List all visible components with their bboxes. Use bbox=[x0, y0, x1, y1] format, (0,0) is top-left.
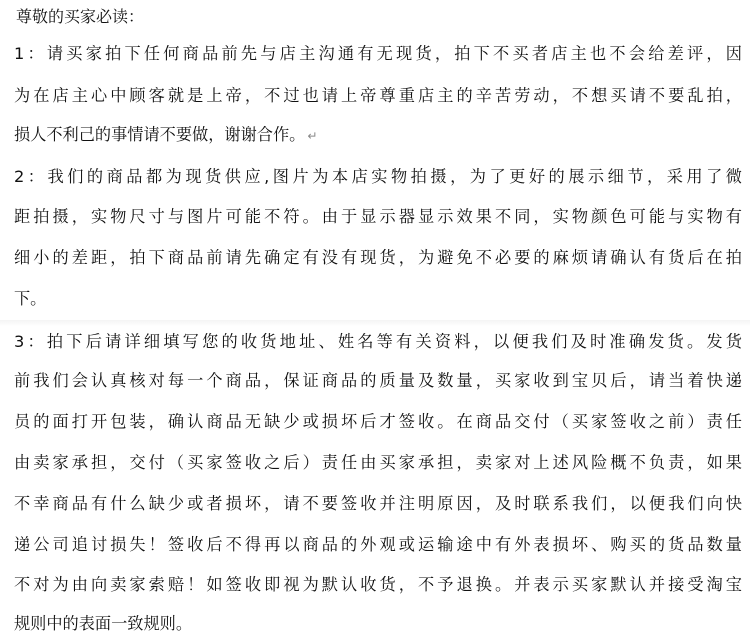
paragraph-3-line-4: 由卖家承担，交付（买家签收之后）责任由买家承担，卖家对上述风险概不负责，如果 bbox=[14, 453, 742, 472]
paragraph-2-line-2: 距拍摄，实物尺寸与图片可能不符。由于显示器显示效果不同，实物颜色可能与实物有 bbox=[14, 207, 742, 226]
notice-title: 尊敬的买家必读： bbox=[16, 7, 145, 26]
paragraph-return-icon: ↵ bbox=[307, 129, 318, 143]
paragraph-3-line-7: 不对为由向卖家索赔！如签收即视为默认收货，不予退换。并表示买家默认并接受淘宝 bbox=[14, 575, 742, 594]
paragraph-1-line-3 bbox=[14, 118, 742, 151]
paragraph-3-line-8: 规则中的表面一致规则。 bbox=[14, 614, 193, 633]
paragraph-3-line-1: 3：拍下后请详细填写您的收货地址、姓名等有关资料，以便我们及时准确发货。发货 bbox=[14, 332, 742, 351]
paragraph-2-line-4: 下。 bbox=[14, 289, 47, 308]
paragraph-1-line-2: 为在店主心中顾客就是上帝，不过也请上帝尊重店主的辛苦劳动，不想买请不要乱拍， bbox=[14, 86, 742, 105]
paragraph-1-line-3-text: 损人不利己的事情请不要做，谢谢合作。 bbox=[14, 125, 306, 144]
paragraph-2-line-3: 细小的差距，拍下商品前请先确定有没有现货，为避免不必要的麻烦请确认有货后在拍 bbox=[14, 248, 742, 267]
paragraph-2-line-1: 2：我们的商品都为现货供应,图片为本店实物拍摄，为了更好的展示细节，采用了微 bbox=[14, 167, 742, 186]
paragraph-1-line-1: 1：请买家拍下任何商品前先与店主沟通有无现货，拍下不买者店主也不会给差评，因 bbox=[14, 44, 742, 63]
paragraph-3-line-3: 员的面打开包装，确认商品无缺少或损坏后才签收。在商品交付（买家签收之前）责任 bbox=[14, 412, 742, 431]
paragraph-3-line-6: 递公司追讨损失！签收后不得再以商品的外观或运输途中有外表损坏、购买的货品数量 bbox=[14, 535, 742, 554]
paragraph-3-line-2: 前我们会认真核对每一个商品，保证商品的质量及数量，买家收到宝贝后，请当着快递 bbox=[14, 371, 742, 390]
paragraph-3-line-5: 不幸商品有什么缺少或者损坏，请不要签收并注明原因，及时联系我们，以便我们向快 bbox=[14, 494, 742, 513]
